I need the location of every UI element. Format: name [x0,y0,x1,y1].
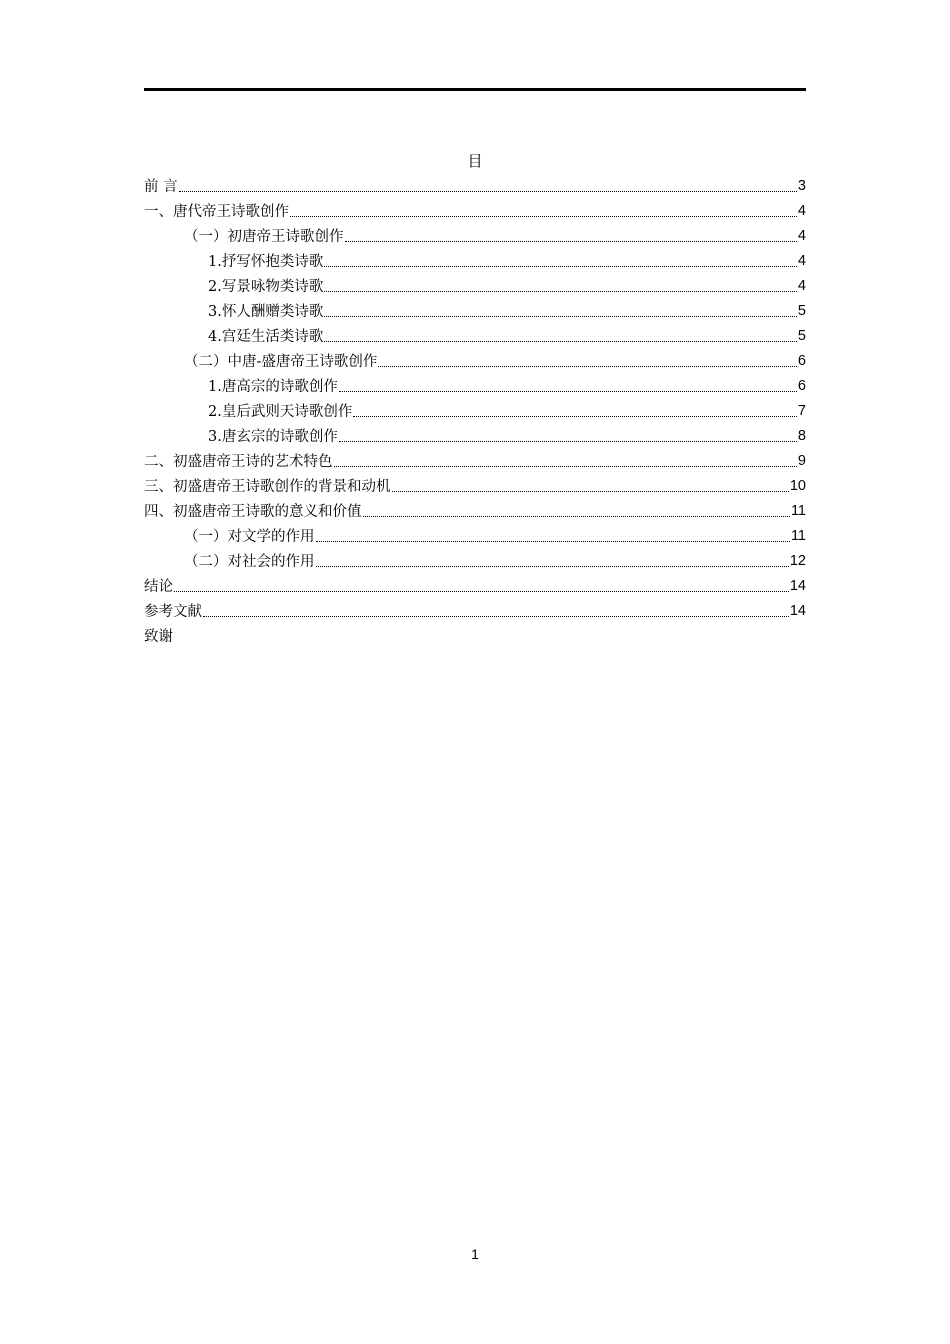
toc-leader-dots [339,390,797,392]
toc-entry-page: 14 [789,602,806,619]
toc-entry-label: 2.皇后武则天诗歌创作 [208,404,353,420]
toc-entry[interactable] [144,573,806,598]
toc-entry-label: 前 言 [144,179,178,195]
toc-entry-page: 14 [789,577,806,594]
toc-entry-page: 5 [797,327,806,344]
toc-entry-page: 11 [790,527,806,544]
toc-entry[interactable] [144,523,806,548]
toc-entry-page: 4 [797,277,806,294]
toc-entry-page: 11 [790,502,806,519]
toc-leader-dots [339,440,797,442]
toc-entry[interactable] [144,298,806,323]
toc-leader-dots [378,365,797,367]
toc-leader-dots [392,490,789,492]
toc-entry-label: （二）中唐-盛唐帝王诗歌创作 [184,354,378,370]
toc-entry-page: 8 [797,427,806,444]
toc-entry-page: 4 [797,202,806,219]
toc-leader-dots [324,315,797,317]
toc-entry-page: 9 [797,452,806,469]
toc-leader-dots [316,565,789,567]
toc-entry[interactable] [144,423,806,448]
toc-entry-label: 2.写景咏物类诗歌 [208,279,324,295]
toc-entry[interactable] [144,398,806,423]
toc-entry[interactable] [144,598,806,623]
toc-title: 目 [467,152,483,170]
toc-entry-label: 4.宫廷生活类诗歌 [208,329,324,345]
toc-entry-label: 三、初盛唐帝王诗歌创作的背景和动机 [144,479,391,495]
toc-leader-dots [324,290,797,292]
toc-entry-page: 6 [797,377,806,394]
toc-entry[interactable] [144,323,806,348]
toc-leader-dots [179,190,797,192]
toc-leader-dots [334,465,797,467]
toc-entry[interactable] [144,373,806,398]
toc-entry-label: 一、唐代帝王诗歌创作 [144,204,289,220]
toc-entry-page: 3 [797,177,806,194]
toc-leader-dots [353,415,797,417]
toc-entry-label: 3.唐玄宗的诗歌创作 [208,429,338,445]
toc-entry-label: 1.抒写怀抱类诗歌 [208,254,324,270]
toc-entry-page: 5 [797,302,806,319]
toc-entry-page: 12 [789,552,806,569]
toc-entry[interactable] [144,623,806,648]
toc-entry-label: 二、初盛唐帝王诗的艺术特色 [144,454,333,470]
table-of-contents [144,173,806,648]
toc-entry[interactable] [144,223,806,248]
toc-entry-page: 6 [797,352,806,369]
toc-entry-page: 4 [797,252,806,269]
toc-leader-dots [203,615,789,617]
toc-leader-dots [324,340,797,342]
toc-leader-dots [324,265,797,267]
toc-entry-label: （一）对文学的作用 [184,529,315,545]
toc-leader-dots [345,240,797,242]
page-number: 1 [471,1246,479,1262]
toc-entry-label: 3.怀人酬赠类诗歌 [208,304,324,320]
toc-entry-page: 10 [789,477,806,494]
toc-entry-label: 四、初盛唐帝王诗歌的意义和价值 [144,504,362,520]
toc-leader-dots [316,540,790,542]
toc-entry-page: 4 [797,227,806,244]
header-rule [144,88,806,91]
toc-entry-label: 结论 [144,579,173,595]
toc-entry-label: 致谢 [144,629,173,645]
toc-entry-label: 参考文献 [144,604,202,620]
toc-entry-label: （一）初唐帝王诗歌创作 [184,229,344,245]
toc-leader-dots [290,215,797,217]
toc-entry[interactable] [144,198,806,223]
toc-entry[interactable] [144,173,806,198]
toc-entry-page: 7 [797,402,806,419]
toc-entry[interactable] [144,273,806,298]
toc-entry[interactable] [144,248,806,273]
toc-entry[interactable] [144,348,806,373]
toc-entry[interactable] [144,473,806,498]
toc-entry[interactable] [144,448,806,473]
toc-entry[interactable] [144,498,806,523]
toc-entry-label: 1.唐高宗的诗歌创作 [208,379,338,395]
toc-entry-label: （二）对社会的作用 [184,554,315,570]
toc-leader-dots [174,590,789,592]
toc-leader-dots [363,515,790,517]
toc-entry[interactable] [144,548,806,573]
